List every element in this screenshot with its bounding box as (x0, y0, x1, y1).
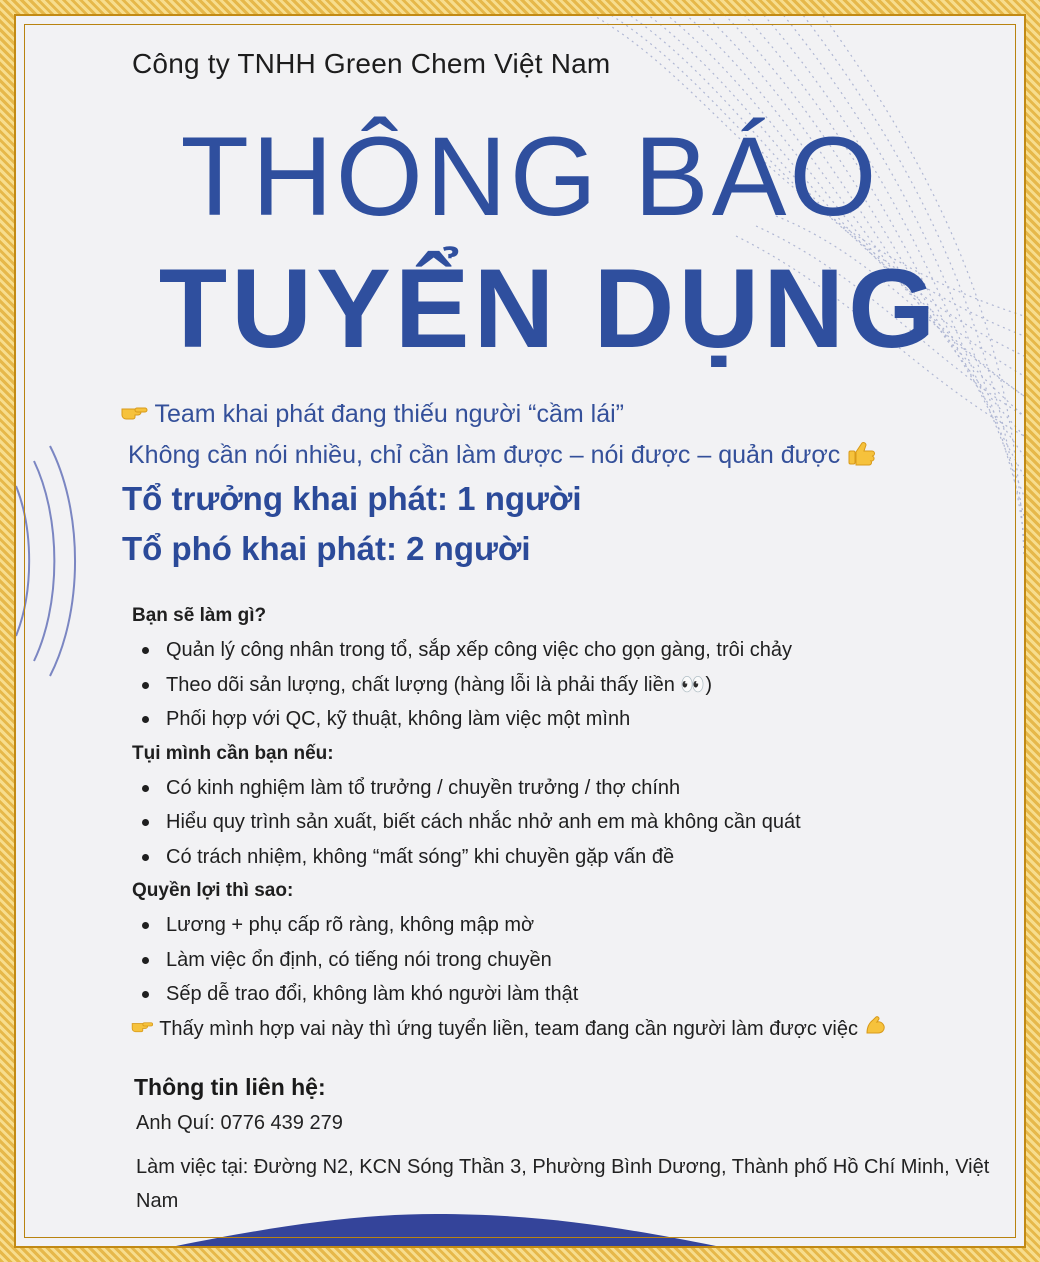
pointing-hand-icon (120, 401, 148, 430)
list-item: Phối hợp với QC, kỹ thuật, không làm việc một mình (132, 702, 1012, 737)
poster (14, 14, 1026, 1248)
flexed-bicep-icon (864, 1012, 886, 1046)
title-line-1: THÔNG BÁO (180, 114, 880, 239)
contact-phone: Anh Quí: 0776 439 279 (136, 1112, 343, 1134)
cta-text: Thấy mình hợp vai này thì ứng tuyển liền, team đang cần người làm được việc (159, 1017, 858, 1040)
thumbs-up-icon (847, 440, 877, 473)
title-line-2: TUYỂN DỤNG (158, 246, 940, 371)
list-item: Theo dõi sản lượng, chất lượng (hàng lỗi là phải thấy liền 👀) (132, 668, 1012, 703)
list-item: Có kinh nghiệm làm tổ trưởng / chuyền trưởng / thợ chính (132, 771, 1012, 806)
contact-address: Làm việc tại: Đường N2, KCN Sóng Thần 3, Phường Bình Dương, Thành phố Hồ Chí Minh, Việt Nam (136, 1156, 990, 1212)
position-deputy: Tổ phó khai phát: 2 người (122, 530, 531, 567)
list-item: Làm việc ổn định, có tiếng nói trong chuyền (132, 943, 1012, 978)
intro-text-1: Team khai phát đang thiếu người “cầm lái” (154, 400, 624, 428)
bottom-wave (176, 1214, 716, 1246)
list-item: Có trách nhiệm, không “mất sóng” khi chuyền gặp vấn đề (132, 840, 1012, 875)
list-item: Lương + phụ cấp rõ ràng, không mập mờ (132, 908, 1012, 943)
list-item: Sếp dễ trao đổi, không làm khó người làm thật (132, 977, 1012, 1012)
intro-line-2 (128, 440, 877, 473)
position-leader: Tổ trưởng khai phát: 1 người (122, 480, 582, 517)
contact-title: Thông tin liên hệ: (134, 1074, 326, 1100)
section-title-duties: Bạn sẽ làm gì? (132, 605, 267, 626)
call-to-action (130, 1012, 1012, 1046)
pointing-hand-icon (130, 1012, 154, 1046)
section-title-benefits: Quyền lợi thì sao: (132, 880, 294, 901)
list-item: Hiểu quy trình sản xuất, biết cách nhắc nhở anh em mà không cần quát (132, 805, 1012, 840)
section-title-requirements: Tụi mình cần bạn nếu: (132, 742, 334, 764)
company-name: Công ty TNHH Green Chem Việt Nam (132, 48, 611, 79)
intro-text-2: Không cần nói nhiều, chỉ cần làm được – nói được – quản được (128, 441, 841, 470)
job-details (132, 599, 1012, 1046)
list-item: Quản lý công nhân trong tổ, sắp xếp công việc cho gọn gàng, trôi chảy (132, 633, 1012, 668)
intro-line-1 (120, 400, 624, 430)
